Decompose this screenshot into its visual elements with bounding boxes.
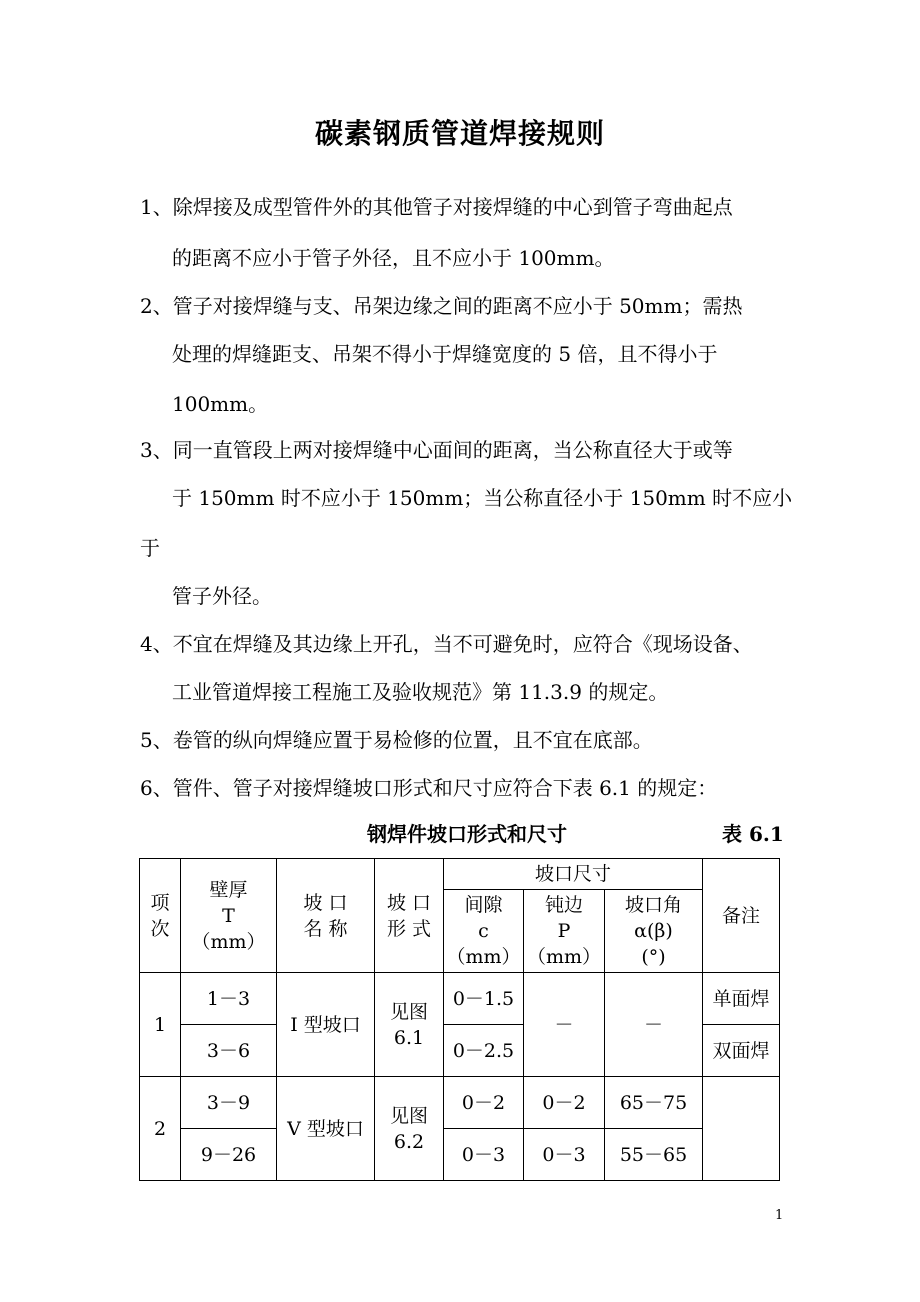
row2-angle-b: 55－65 [605, 1129, 703, 1181]
row2-angle-a: 65－75 [605, 1077, 703, 1129]
header-groove-form: 坡 口 形 式 [375, 859, 444, 973]
row1-gap-a: 0－1.5 [444, 973, 524, 1025]
rule-2-line-1: 2、管子对接焊缝与支、吊架边缘之间的距离不应小于 50mm；需热 [140, 294, 743, 318]
row2-gap-a: 0－2 [444, 1077, 524, 1129]
row2-item: 2 [140, 1077, 181, 1181]
row1-blunt-edge: － [524, 973, 605, 1077]
table-row [140, 1129, 780, 1181]
row2-blunt-a: 0－2 [524, 1077, 605, 1129]
rule-1-line-1: 1、除焊接及成型管件外的其他管子对接焊缝的中心到管子弯曲起点 [140, 195, 733, 219]
row2-thickness-a: 3－9 [181, 1077, 277, 1129]
groove-spec-table [139, 858, 780, 1181]
rule-4-line-1: 4、不宜在焊缝及其边缘上开孔，当不可避免时，应符合《现场设备、 [140, 632, 753, 656]
rule-4-line-2: 工业管道焊接工程施工及验收规范》第 11.3.9 的规定。 [172, 680, 669, 704]
header-groove-angle: 坡口角 α(β) (°) [605, 890, 703, 973]
header-note: 备注 [703, 859, 780, 973]
header-groove-size: 坡口尺寸 [444, 859, 703, 890]
rule-5-line-1: 5、卷管的纵向焊缝应置于易检修的位置，且不宜在底部。 [140, 728, 653, 752]
header-thickness: 壁厚 T （mm） [181, 859, 277, 973]
row1-groove-form: 见图 6.1 [375, 973, 444, 1077]
rule-3-line-3: 于 [140, 536, 160, 560]
row1-groove-name: I 型坡口 [277, 973, 375, 1077]
row2-blunt-b: 0－3 [524, 1129, 605, 1181]
row1-note-a: 单面焊 [703, 973, 780, 1025]
row1-thickness-b: 3－6 [181, 1025, 277, 1077]
rule-2-line-2: 处理的焊缝距支、吊架不得小于焊缝宽度的 5 倍，且不得小于 [172, 342, 718, 366]
table-caption: 钢焊件坡口形式和尺寸 [367, 822, 567, 846]
row1-thickness-a: 1－3 [181, 973, 277, 1025]
row1-groove-angle: － [605, 973, 703, 1077]
header-gap: 间隙 c （mm） [444, 890, 524, 973]
page-number: 1 [775, 1208, 784, 1223]
header-item: 项 次 [140, 859, 181, 973]
document-title: 碳素钢质管道焊接规则 [314, 117, 605, 150]
row2-gap-b: 0－3 [444, 1129, 524, 1181]
rule-3-line-4: 管子外径。 [172, 584, 272, 608]
header-groove-name: 坡 口 名 称 [277, 859, 375, 973]
rule-3-line-1: 3、同一直管段上两对接焊缝中心面间的距离，当公称直径大于或等 [140, 438, 733, 462]
row2-groove-form: 见图 6.2 [375, 1077, 444, 1181]
table-number: 表 6.1 [722, 822, 784, 846]
row2-groove-name: V 型坡口 [277, 1077, 375, 1181]
header-blunt-edge: 钝边 P （mm） [524, 890, 605, 973]
table-row [140, 973, 780, 1025]
rule-1-line-2: 的距离不应小于管子外径，且不应小于 100mm。 [172, 246, 615, 270]
row2-note [703, 1077, 780, 1181]
table-row [140, 1077, 780, 1129]
table-header-row-1 [140, 859, 780, 890]
row1-note-b: 双面焊 [703, 1025, 780, 1077]
rule-2-line-3: 100mm。 [172, 392, 269, 416]
rule-6-line-1: 6、管件、管子对接焊缝坡口形式和尺寸应符合下表 6.1 的规定： [140, 776, 718, 800]
rule-3-line-2: 于 150mm 时不应小于 150mm；当公称直径小于 150mm 时不应小 [172, 486, 793, 510]
row1-gap-b: 0－2.5 [444, 1025, 524, 1077]
row1-item: 1 [140, 973, 181, 1077]
row2-thickness-b: 9－26 [181, 1129, 277, 1181]
